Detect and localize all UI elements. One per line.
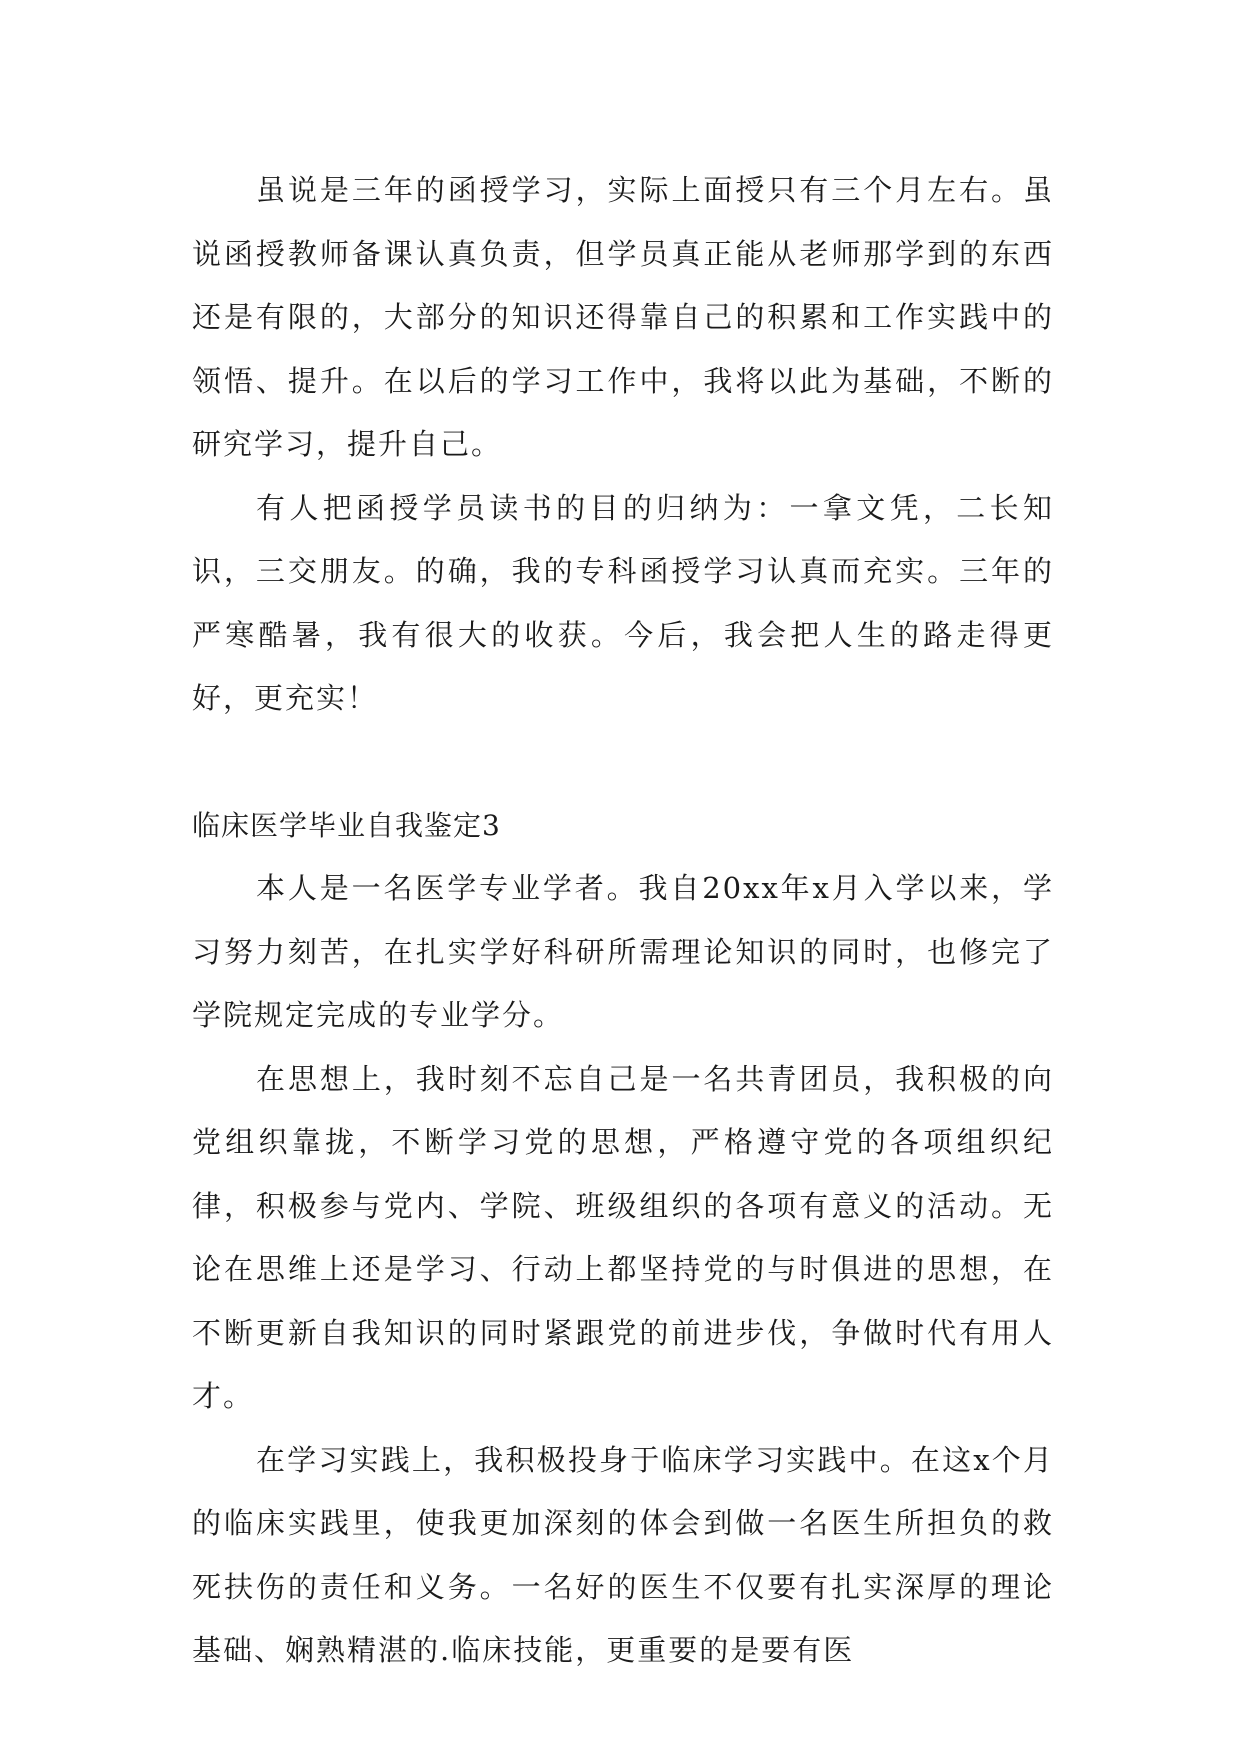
paragraph-correspondence-study: 虽说是三年的函授学习，实际上面授只有三个月左右。虽说函授教师备课认真负责，但学员真正能从老师那学到的东西还是有限的，大部分的知识还得靠自己的积累和工作实践中的领悟、提升。在以后的学习工作中，我将以此为基础，不断的研究学习，提升自己。	[192, 173, 1054, 461]
section-heading: 临床医学毕业自我鉴定3	[192, 808, 501, 842]
document-body	[192, 159, 1054, 1683]
paragraph-clinical-practice: 在学习实践上，我积极投身于临床学习实践中。在这x个月的临床实践里，使我更加深刻的体会到做一名医生所担负的救死扶伤的责任和义务。一名好的医生不仅要有扎实深厚的理论基础、娴熟精湛的.临床技能，更重要的是要有医	[192, 1442, 1054, 1667]
paragraph-ideology: 在思想上，我时刻不忘自己是一名共青团员，我积极的向党组织靠拢，不断学习党的思想，严格遵守党的各项组织纪律，积极参与党内、学院、班级组织的各项有意义的活动。无论在思维上还是学习、行动上都坚持党的与时俱进的思想，在不断更新自我知识的同时紧跟党的前进步伐，争做时代有用人才。	[192, 1061, 1054, 1413]
paragraph-study-goals: 有人把函授学员读书的目的归纳为：一拿文凭，二长知识，三交朋友。的确，我的专科函授学习认真而充实。三年的严寒酷暑，我有很大的收获。今后，我会把人生的路走得更好，更充实！	[192, 490, 1054, 715]
paragraph-introduction: 本人是一名医学专业学者。我自20xx年x月入学以来，学习努力刻苦，在扎实学好科研所需理论知识的同时，也修完了学院规定完成的专业学分。	[192, 871, 1054, 1032]
